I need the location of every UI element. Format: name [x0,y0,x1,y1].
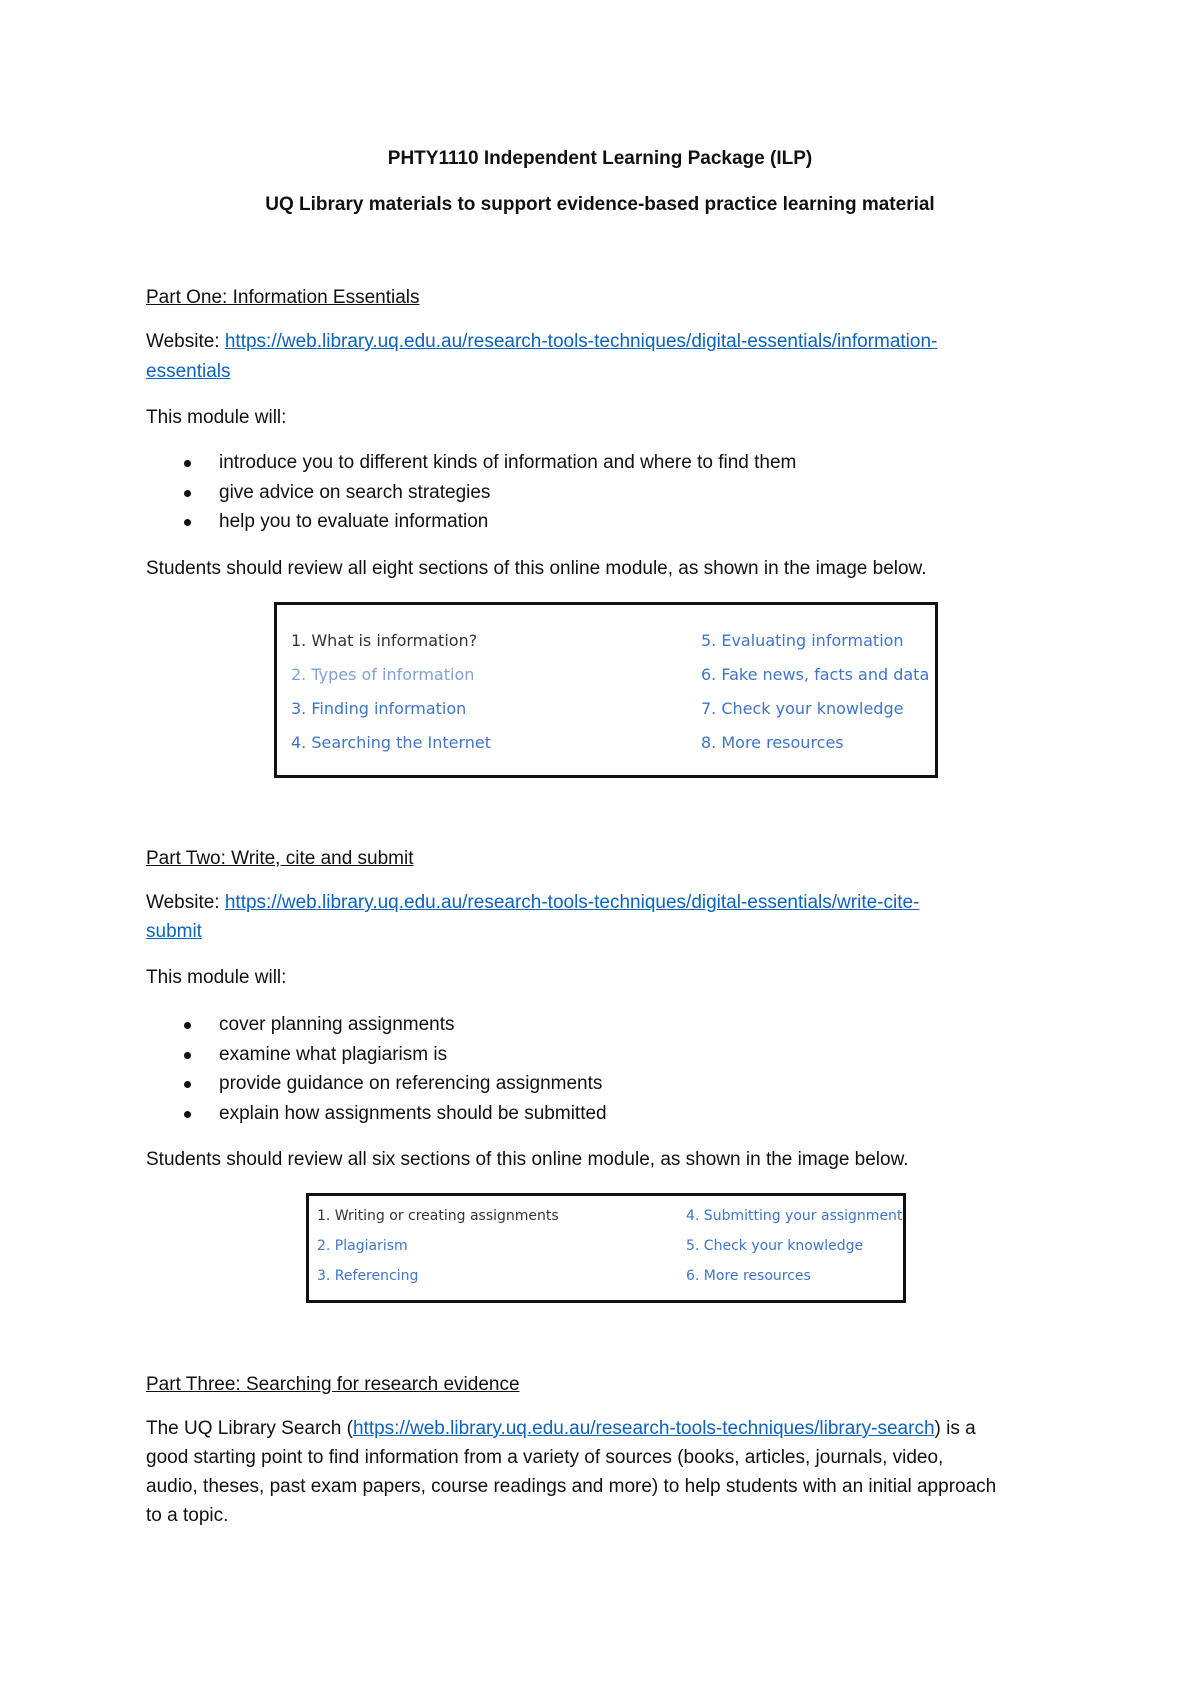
module-section-link: 7. Check your knowledge [701,699,904,718]
part-one-heading: Part One: Information Essentials [146,287,420,308]
module-section-link: 6. More resources [686,1268,811,1284]
bullet-icon [184,460,191,467]
module-section-link: 4. Submitting your assignment [686,1208,903,1224]
website-label: Website: [146,892,225,913]
module-section-link: 5. Evaluating information [701,631,904,650]
module-section-link: 3. Finding information [291,699,467,718]
bullet-icon [184,490,191,497]
module-section-link: 1. Writing or creating assignments [317,1208,559,1224]
part-two-url-link-cont[interactable]: submit [146,921,202,942]
document-subtitle: UQ Library materials to support evidence-based practice learning material [265,194,935,215]
part-three-paragraph-line-4: to a topic. [146,1505,229,1526]
list-item: introduce you to different kinds of information and where to find them [146,448,796,478]
part-one-intro: This module will: [146,407,287,428]
part-three-paragraph-line-1: The UQ Library Search (https://web.library.uq.edu.au/research-tools-techniques/library-search) is a [146,1418,976,1439]
part-two-intro: This module will: [146,967,287,988]
website-label: Website: [146,331,225,352]
list-item: give advice on search strategies [146,478,796,508]
part-two-heading: Part Two: Write, cite and submit [146,848,414,869]
list-item: provide guidance on referencing assignments [146,1069,607,1099]
module-section-link: 1. What is information? [291,631,478,650]
list-item: cover planning assignments [146,1010,607,1040]
part-three-paragraph-line-2: good starting point to find information from a variety of sources (books, articles, journals, video, [146,1447,944,1468]
information-essentials-module-image [274,602,938,778]
bullet-icon [184,1081,191,1088]
part-three-paragraph-line-3: audio, theses, past exam papers, course readings and more) to help students with an initial approach [146,1476,997,1497]
part-two-bullet-list [146,1010,607,1128]
list-item: examine what plagiarism is [146,1040,607,1070]
module-section-link: 2. Types of information [291,665,475,684]
module-section-link: 3. Referencing [317,1268,419,1284]
part-one-website [146,327,937,356]
module-section-link: 6. Fake news, facts and data [701,665,930,684]
part-two-url-link[interactable]: https://web.library.uq.edu.au/research-tools-techniques/digital-essentials/write-cite- [224,892,920,913]
bullet-icon [184,1022,191,1029]
module-section-link: 4. Searching the Internet [291,733,492,752]
library-search-link[interactable]: https://web.library.uq.edu.au/research-tools-techniques/library-search [352,1418,935,1439]
write-cite-submit-module-image [306,1193,906,1303]
module-section-link: 2. Plagiarism [317,1238,408,1254]
part-two-website [146,888,919,917]
part-one-review-note: Students should review all eight sections of this online module, as shown in the image below. [146,558,927,579]
bullet-icon [184,519,191,526]
bullet-icon [184,1111,191,1118]
list-item: explain how assignments should be submitted [146,1099,607,1129]
part-one-bullet-list [146,448,796,537]
part-one-url-link-cont[interactable]: essentials [146,361,231,382]
part-two-website-cont [146,917,202,946]
module-section-link: 8. More resources [701,733,844,752]
part-three-heading: Part Three: Searching for research evidence [146,1374,520,1395]
part-one-url-link[interactable]: https://web.library.uq.edu.au/research-tools-techniques/digital-essentials/information- [224,331,938,352]
bullet-icon [184,1052,191,1059]
part-two-review-note: Students should review all six sections of this online module, as shown in the image below. [146,1149,909,1170]
document-title: PHTY1110 Independent Learning Package (ILP) [387,148,813,169]
list-item: help you to evaluate information [146,507,796,537]
module-section-link: 5. Check your knowledge [686,1238,864,1254]
part-one-website-cont [146,357,231,386]
